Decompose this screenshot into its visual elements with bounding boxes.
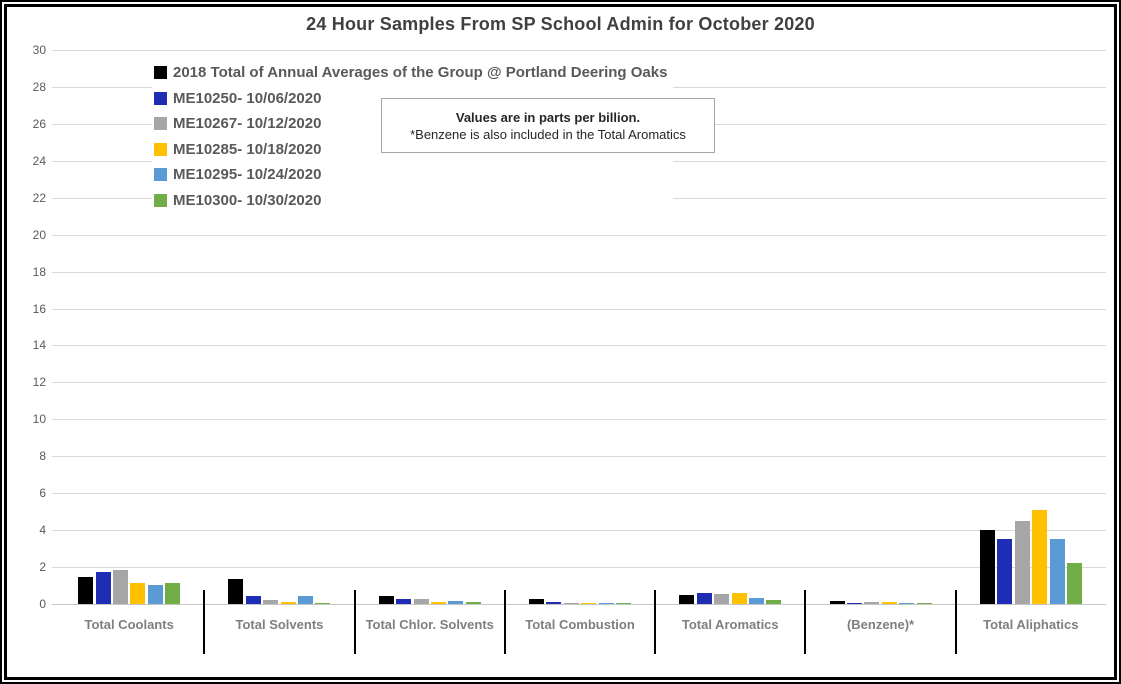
bar-series3-cat0 bbox=[130, 583, 145, 604]
bar-series2-cat2 bbox=[414, 599, 429, 604]
bar-series3-cat6 bbox=[1032, 510, 1047, 604]
y-axis-label-18: 18 bbox=[32, 264, 46, 279]
x-axis-label-2: Total Chlor. Solvents bbox=[365, 617, 494, 632]
gridline-20 bbox=[52, 235, 1106, 236]
bar-series1-cat4 bbox=[697, 593, 712, 604]
bar-series4-cat0 bbox=[148, 585, 163, 604]
gridline-8 bbox=[52, 456, 1106, 457]
bar-series3-cat4 bbox=[732, 593, 747, 604]
bar-series5-cat1 bbox=[315, 603, 330, 604]
y-axis-label-22: 22 bbox=[32, 190, 46, 205]
gridline-10 bbox=[52, 419, 1106, 420]
legend-swatch-icon bbox=[154, 117, 167, 130]
bar-series0-cat2 bbox=[379, 596, 394, 604]
gridline-16 bbox=[52, 309, 1106, 310]
legend-item-0 bbox=[154, 60, 667, 86]
legend-label: ME10295- 10/24/2020 bbox=[173, 166, 322, 184]
bar-series0-cat5 bbox=[830, 601, 845, 604]
y-axis-label-4: 4 bbox=[39, 523, 46, 538]
bar-series1-cat5 bbox=[847, 603, 862, 604]
bar-series5-cat0 bbox=[165, 583, 180, 604]
legend-item-4 bbox=[154, 162, 667, 188]
bar-series1-cat2 bbox=[396, 599, 411, 604]
bar-series2-cat5 bbox=[864, 602, 879, 604]
x-axis-label-6: Total Aliphatics bbox=[983, 617, 1079, 632]
y-axis-label-14: 14 bbox=[32, 338, 46, 353]
legend-swatch-icon bbox=[154, 66, 167, 79]
gridline-14 bbox=[52, 345, 1106, 346]
legend-swatch-icon bbox=[154, 168, 167, 181]
x-axis-label-1: Total Solvents bbox=[235, 617, 324, 632]
legend-label: ME10250- 10/06/2020 bbox=[173, 89, 322, 107]
legend-swatch-icon bbox=[154, 143, 167, 156]
legend-label: 2018 Total of Annual Averages of the Group @ Portland Deering Oaks bbox=[173, 64, 668, 82]
gridline-6 bbox=[52, 493, 1106, 494]
legend-label: ME10300- 10/30/2020 bbox=[173, 191, 322, 209]
bar-series0-cat1 bbox=[228, 579, 243, 604]
gridline-2 bbox=[52, 567, 1106, 568]
y-axis-label-16: 16 bbox=[32, 301, 46, 316]
bar-series4-cat1 bbox=[298, 596, 313, 604]
bar-series4-cat3 bbox=[599, 603, 614, 604]
bar-series5-cat4 bbox=[766, 600, 781, 604]
gridline-0 bbox=[52, 604, 1106, 605]
bar-series0-cat3 bbox=[529, 599, 544, 605]
bar-series2-cat3 bbox=[564, 603, 579, 604]
bar-series2-cat4 bbox=[714, 594, 729, 604]
x-axis-label-3: Total Combustion bbox=[525, 617, 635, 632]
note-line-2: *Benzene is also included in the Total Aromatics bbox=[410, 126, 686, 142]
bar-series3-cat1 bbox=[281, 602, 296, 604]
gridline-18 bbox=[52, 272, 1106, 273]
legend-swatch-icon bbox=[154, 194, 167, 207]
y-axis-label-30: 30 bbox=[32, 43, 46, 57]
bar-series5-cat5 bbox=[917, 603, 932, 604]
bar-series3-cat5 bbox=[882, 602, 897, 604]
bar-series4-cat5 bbox=[899, 603, 914, 604]
y-axis-label-12: 12 bbox=[32, 375, 46, 390]
gridline-4 bbox=[52, 530, 1106, 531]
gridline-30 bbox=[52, 50, 1106, 51]
bar-series4-cat6 bbox=[1050, 539, 1065, 604]
bar-series0-cat0 bbox=[78, 577, 93, 604]
bar-series3-cat3 bbox=[581, 603, 596, 604]
y-axis-label-26: 26 bbox=[32, 116, 46, 131]
y-axis-label-2: 2 bbox=[39, 560, 46, 575]
bar-series5-cat3 bbox=[616, 603, 631, 605]
bar-series1-cat6 bbox=[997, 539, 1012, 604]
bar-series1-cat1 bbox=[246, 596, 261, 604]
bar-series5-cat6 bbox=[1067, 563, 1082, 604]
bar-series0-cat4 bbox=[679, 595, 694, 604]
x-axis-label-0: Total Coolants bbox=[84, 617, 174, 632]
y-axis-label-6: 6 bbox=[39, 486, 46, 501]
y-axis-label-28: 28 bbox=[32, 79, 46, 94]
legend-swatch-icon bbox=[154, 92, 167, 105]
y-axis-label-8: 8 bbox=[39, 449, 46, 464]
bar-series4-cat4 bbox=[749, 598, 764, 604]
bar-series2-cat1 bbox=[263, 600, 278, 604]
bar-series0-cat6 bbox=[980, 530, 995, 604]
y-axis-label-24: 24 bbox=[32, 153, 46, 168]
y-axis-label-10: 10 bbox=[32, 412, 46, 427]
note-line-1: Values are in parts per billion. bbox=[455, 109, 641, 125]
gridline-12 bbox=[52, 382, 1106, 383]
legend-item-5 bbox=[154, 188, 667, 214]
legend-label: ME10267- 10/12/2020 bbox=[173, 115, 322, 133]
bar-series1-cat0 bbox=[96, 572, 111, 604]
bar-series2-cat6 bbox=[1015, 521, 1030, 604]
bar-series2-cat0 bbox=[113, 570, 128, 604]
bar-series1-cat3 bbox=[546, 602, 561, 604]
bar-series4-cat2 bbox=[448, 601, 463, 604]
y-axis-label-0: 0 bbox=[39, 597, 46, 611]
x-axis-label-5: (Benzene)* bbox=[846, 617, 915, 632]
legend-label: ME10285- 10/18/2020 bbox=[173, 140, 322, 158]
chart-title: 24 Hour Samples From SP School Admin for October 2020 bbox=[306, 14, 815, 34]
bar-series5-cat2 bbox=[466, 602, 481, 604]
y-axis-label-20: 20 bbox=[32, 227, 46, 242]
x-axis-label-4: Total Aromatics bbox=[681, 617, 779, 632]
bar-series3-cat2 bbox=[431, 602, 446, 604]
note-box bbox=[381, 98, 715, 153]
